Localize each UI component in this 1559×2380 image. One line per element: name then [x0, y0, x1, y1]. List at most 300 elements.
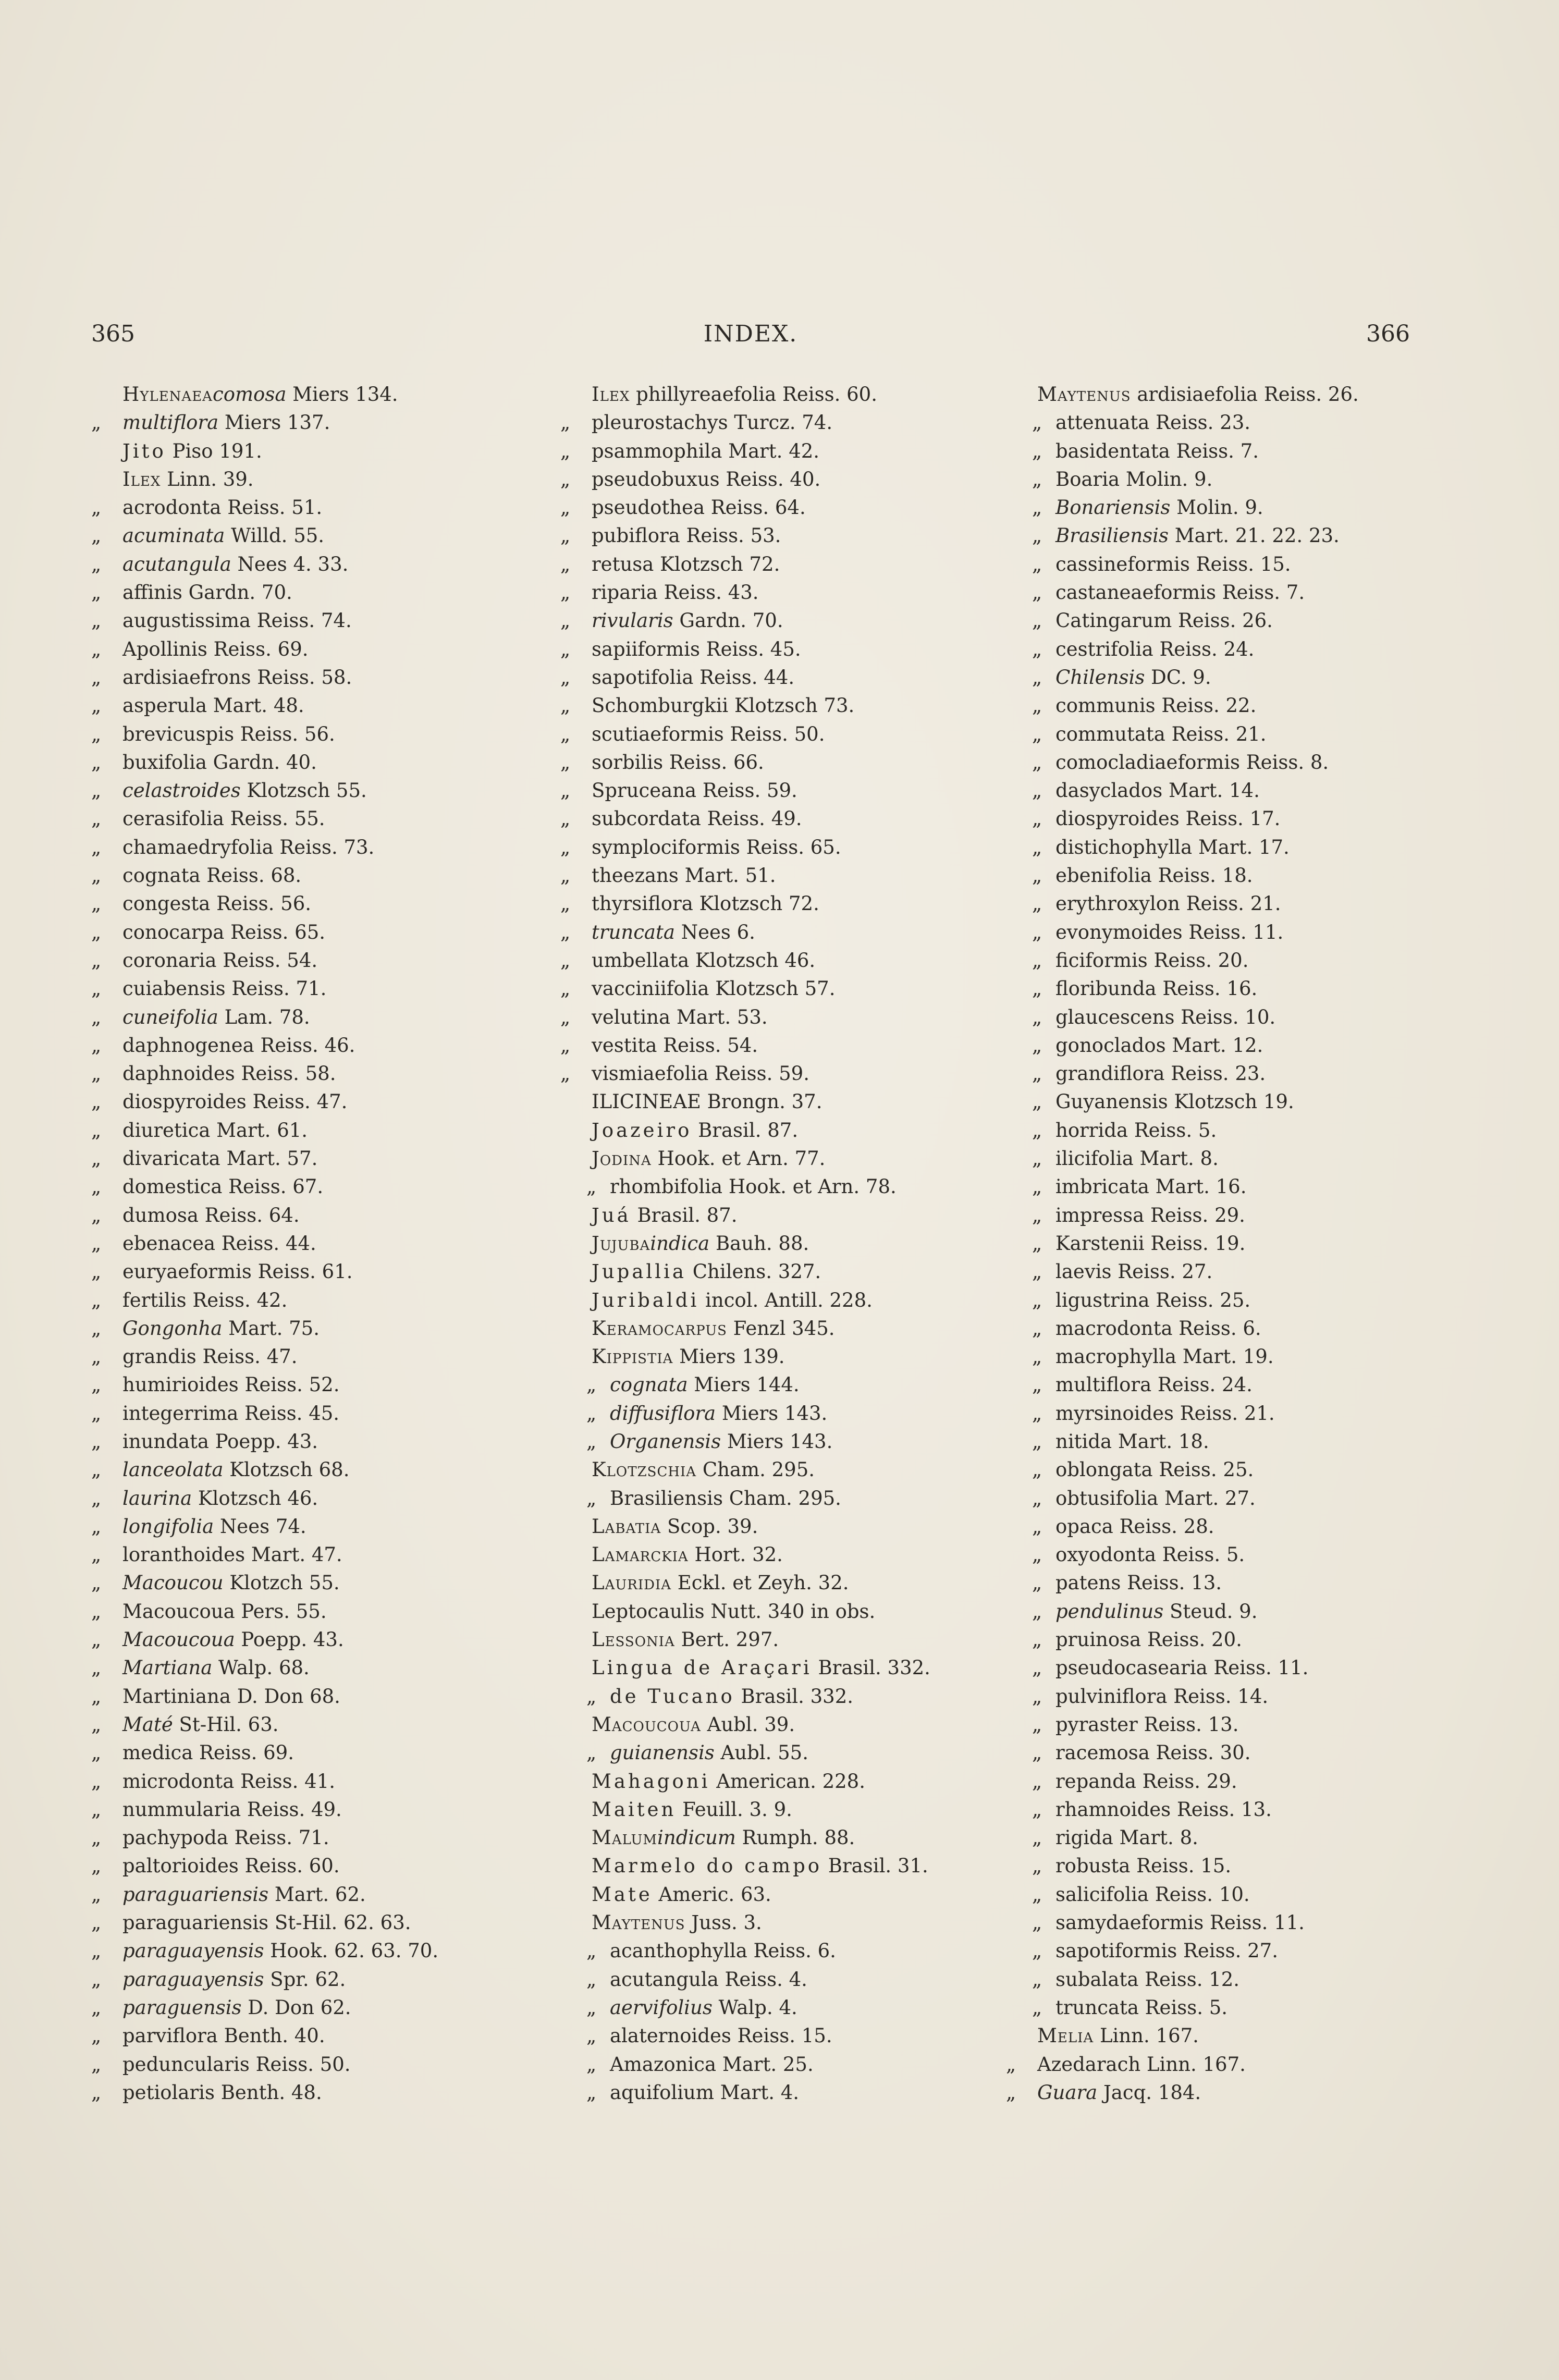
- genus-heading: Malum: [592, 1826, 658, 1849]
- index-entry: [1006, 1456, 1359, 1484]
- entry-text: fertilis Reiss. 42.: [122, 1289, 288, 1311]
- entry-text: Spruceana Reiss. 59.: [592, 779, 797, 802]
- entry-text: divaricata Mart. 57.: [122, 1147, 318, 1170]
- ditto-mark: „: [1032, 1968, 1042, 1991]
- index-entry: [560, 890, 930, 918]
- index-entry: [91, 1881, 438, 1909]
- entry-text: dasyclados Mart. 14.: [1055, 779, 1260, 802]
- entry-text: Boaria Molin. 9.: [1055, 468, 1213, 490]
- index-entry: [560, 1937, 930, 1965]
- index-entry: [560, 381, 930, 409]
- index-entry: [91, 1654, 438, 1682]
- entry-text: DC. 9.: [1145, 666, 1211, 689]
- index-entry: [91, 918, 438, 947]
- index-entry: [560, 1994, 930, 2022]
- index-entry: [560, 409, 930, 437]
- ditto-mark: „: [1032, 1232, 1042, 1255]
- entry-text: congesta Reiss. 56.: [122, 892, 312, 915]
- ditto-mark: „: [560, 637, 571, 660]
- entry-text: acanthophylla Reiss. 6.: [610, 1940, 836, 1962]
- italic-name: acutangula: [122, 553, 231, 575]
- ditto-mark: „: [1032, 1826, 1042, 1849]
- entry-text: Feuill. 3. 9.: [676, 1798, 792, 1821]
- ditto-mark: „: [560, 836, 571, 858]
- index-entry: [560, 1796, 930, 1824]
- italic-name: Martiana: [122, 1657, 213, 1679]
- index-entry: [560, 1852, 930, 1880]
- index-entry: [91, 1173, 438, 1201]
- index-entry: [560, 1060, 930, 1088]
- ditto-mark: „: [1032, 949, 1042, 972]
- entry-text: ebenacea Reiss. 44.: [122, 1232, 316, 1255]
- index-entry: [1006, 1966, 1359, 1994]
- ditto-mark: „: [1032, 1373, 1042, 1396]
- index-entry: [91, 720, 438, 749]
- spaced-common-name: de Tucano: [610, 1685, 735, 1708]
- genus-heading: Lessonia: [592, 1628, 675, 1651]
- index-entry: [91, 777, 438, 805]
- index-entry: [91, 1569, 438, 1597]
- index-entry: [560, 1003, 930, 1032]
- ditto-mark: „: [586, 1968, 597, 1991]
- entry-text: ardisiaefrons Reiss. 58.: [122, 666, 352, 689]
- entry-text: sapiiformis Reiss. 45.: [592, 637, 801, 660]
- entry-text: diospyroides Reiss. 47.: [122, 1090, 348, 1113]
- italic-name: paraguayensis: [122, 1968, 264, 1991]
- index-entry: [1006, 607, 1359, 635]
- ditto-mark: „: [91, 553, 102, 575]
- ditto-mark: „: [91, 949, 102, 972]
- entry-text: macrodonta Reiss. 6.: [1055, 1317, 1261, 1340]
- index-entry: [1006, 1286, 1359, 1315]
- entry-text: ILICINEAE Brongn. 37.: [592, 1090, 823, 1113]
- entry-text: inundata Poepp. 43.: [122, 1430, 318, 1453]
- index-entry: [91, 381, 438, 409]
- index-entry: [1006, 2022, 1359, 2050]
- index-entry: [91, 1852, 438, 1880]
- entry-text: robusta Reiss. 15.: [1055, 1855, 1232, 1878]
- index-entry: [1006, 833, 1359, 862]
- spaced-common-name: Mate: [592, 1883, 653, 1906]
- ditto-mark: „: [560, 524, 571, 547]
- italic-name: paraguayensis: [122, 1940, 264, 1962]
- ditto-mark: „: [91, 1458, 102, 1481]
- ditto-mark: „: [91, 666, 102, 689]
- italic-name: laurina: [122, 1487, 192, 1510]
- ditto-mark: „: [91, 496, 102, 519]
- ditto-mark: „: [91, 1883, 102, 1906]
- entry-text: cestrifolia Reiss. 24.: [1055, 637, 1255, 660]
- index-entry: [560, 1824, 930, 1852]
- spaced-common-name: Jito: [122, 439, 166, 462]
- index-entry: [91, 1117, 438, 1145]
- genus-heading: Jodina: [592, 1147, 652, 1170]
- index-entry: [91, 1937, 438, 1965]
- italic-name: Brasiliensis: [1055, 524, 1169, 547]
- left-page-number: 365: [91, 321, 135, 347]
- ditto-mark: „: [586, 2053, 597, 2076]
- italic-name: pendulinus: [1055, 1600, 1164, 1623]
- entry-text: Bert. 297.: [674, 1628, 779, 1651]
- italic-name: Gongonha: [122, 1317, 223, 1340]
- index-entry: [91, 1683, 438, 1711]
- entry-text: repanda Reiss. 29.: [1055, 1770, 1237, 1793]
- entry-text: Brasil. 332.: [812, 1657, 930, 1679]
- index-entry: [91, 1145, 438, 1173]
- ditto-mark: „: [1032, 1572, 1042, 1594]
- index-entry: [1006, 1768, 1359, 1796]
- ditto-mark: „: [91, 1402, 102, 1425]
- index-entry: [91, 522, 438, 550]
- entry-text: basidentata Reiss. 7.: [1055, 439, 1259, 462]
- index-entry: [560, 1032, 930, 1060]
- ditto-mark: „: [91, 1345, 102, 1368]
- index-entry: [1006, 1088, 1359, 1116]
- index-entry: [91, 1739, 438, 1767]
- entry-text: symplociformis Reiss. 65.: [592, 836, 841, 858]
- entry-text: cognata Reiss. 68.: [122, 864, 302, 887]
- index-entry: [1006, 1683, 1359, 1711]
- entry-text: Brasiliensis Cham. 295.: [610, 1487, 841, 1510]
- entry-text: American. 228.: [710, 1770, 865, 1793]
- entry-text: scutiaeformis Reiss. 50.: [592, 722, 825, 745]
- genus-heading: Klotzschia: [592, 1458, 697, 1481]
- index-entry: [1006, 409, 1359, 437]
- index-entry: [91, 1626, 438, 1654]
- ditto-mark: „: [91, 1260, 102, 1283]
- page-header: [91, 321, 1410, 362]
- entry-text: brevicuspis Reiss. 56.: [122, 722, 335, 745]
- index-entry: [560, 2051, 930, 2079]
- index-entry: [1006, 947, 1359, 975]
- ditto-mark: „: [1032, 1147, 1042, 1170]
- entry-text: diuretica Mart. 61.: [122, 1119, 308, 1142]
- entry-text: Klotzch 55.: [223, 1572, 340, 1594]
- ditto-mark: „: [91, 694, 102, 717]
- entry-text: attenuata Reiss. 23.: [1055, 411, 1251, 434]
- ditto-mark: „: [91, 1996, 102, 2019]
- ditto-mark: „: [1032, 836, 1042, 858]
- ditto-mark: „: [91, 1005, 102, 1028]
- ditto-mark: „: [560, 581, 571, 604]
- ditto-mark: „: [91, 524, 102, 547]
- entry-text: pseudocasearia Reiss. 11.: [1055, 1657, 1309, 1679]
- index-entry: [91, 635, 438, 664]
- genus-heading: Maytenus: [592, 1911, 685, 1934]
- index-entry: [91, 975, 438, 1003]
- index-entry: [560, 607, 930, 635]
- entry-text: Miers 137.: [218, 411, 330, 434]
- ditto-mark: „: [1032, 892, 1042, 915]
- italic-name: comosa: [212, 383, 287, 406]
- genus-heading: Melia: [1037, 2025, 1094, 2047]
- entry-text: Klotzsch 46.: [192, 1487, 318, 1510]
- ditto-mark: „: [586, 1940, 597, 1962]
- index-entry: [1006, 1909, 1359, 1937]
- ditto-mark: „: [91, 1657, 102, 1679]
- entry-text: acutangula Reiss. 4.: [610, 1968, 807, 1991]
- ditto-mark: „: [91, 1940, 102, 1962]
- entry-text: daphnoides Reiss. 58.: [122, 1062, 336, 1085]
- entry-text: myrsinoides Reiss. 21.: [1055, 1402, 1275, 1425]
- entry-text: Lam. 78.: [218, 1005, 310, 1028]
- genus-heading: Ilex: [592, 383, 630, 406]
- index-entry: [1006, 975, 1359, 1003]
- index-entry: [1006, 465, 1359, 494]
- index-entry: [91, 579, 438, 607]
- index-entry: [91, 749, 438, 777]
- index-column-3: [1006, 381, 1359, 2107]
- index-entry: [560, 749, 930, 777]
- ditto-mark: „: [91, 1770, 102, 1793]
- index-entry: [560, 1088, 930, 1116]
- index-entry: [560, 1513, 930, 1541]
- index-entry: [560, 720, 930, 749]
- entry-text: diospyroides Reiss. 17.: [1055, 807, 1281, 830]
- entry-text: Amazonica Mart. 25.: [610, 2053, 814, 2076]
- index-entry: [91, 1315, 438, 1343]
- index-entry: [560, 692, 930, 720]
- italic-name: Maté: [122, 1713, 173, 1736]
- ditto-mark: „: [1032, 722, 1042, 745]
- italic-name: indica: [650, 1232, 710, 1255]
- ditto-mark: „: [1032, 977, 1042, 1000]
- ditto-mark: „: [1032, 1515, 1042, 1538]
- index-entry: [560, 1371, 930, 1399]
- entry-text: patens Reiss. 13.: [1055, 1572, 1222, 1594]
- index-entry: [91, 1230, 438, 1258]
- index-entry: [1006, 692, 1359, 720]
- page-title: INDEX.: [703, 321, 798, 347]
- entry-text: cassineformis Reiss. 15.: [1055, 553, 1291, 575]
- index-entry: [1006, 579, 1359, 607]
- entry-text: Steud. 9.: [1163, 1600, 1258, 1623]
- ditto-mark: „: [91, 2081, 102, 2104]
- index-entry: [1006, 381, 1359, 409]
- entry-text: retusa Klotzsch 72.: [592, 553, 780, 575]
- index-entry: [560, 805, 930, 833]
- italic-name: cuneifolia: [122, 1005, 218, 1028]
- ditto-mark: „: [586, 1741, 597, 1764]
- entry-text: Mart. 75.: [222, 1317, 320, 1340]
- ditto-mark: „: [1006, 2081, 1016, 2104]
- index-entry: [560, 1428, 930, 1456]
- ditto-mark: „: [1032, 1119, 1042, 1142]
- entry-text: Rumph. 88.: [735, 1826, 855, 1849]
- entry-text: Willd. 55.: [225, 524, 325, 547]
- index-entry: [560, 1683, 930, 1711]
- entry-text: Brasil. 87.: [631, 1204, 738, 1226]
- ditto-mark: „: [1032, 1996, 1042, 2019]
- entry-text: conocarpa Reiss. 65.: [122, 921, 326, 943]
- entry-text: domestica Reiss. 67.: [122, 1175, 324, 1198]
- index-entry: [1006, 2051, 1359, 2079]
- index-entry: [560, 465, 930, 494]
- ditto-mark: „: [91, 637, 102, 660]
- index-entry: [91, 664, 438, 692]
- index-entry: [560, 1485, 930, 1513]
- entry-text: nummularia Reiss. 49.: [122, 1798, 342, 1821]
- index-entry: [560, 1626, 930, 1654]
- index-entry: [1006, 1258, 1359, 1286]
- entry-text: pseudothea Reiss. 64.: [592, 496, 806, 519]
- index-entry: [560, 1230, 930, 1258]
- entry-text: vismiaefolia Reiss. 59.: [592, 1062, 809, 1085]
- ditto-mark: „: [1032, 637, 1042, 660]
- entry-text: Hook. 62. 63. 70.: [264, 1940, 439, 1962]
- index-entry: [560, 975, 930, 1003]
- entry-text: ardisiaefolia Reiss. 26.: [1131, 383, 1359, 406]
- ditto-mark: „: [91, 1855, 102, 1878]
- ditto-mark: „: [1032, 1770, 1042, 1793]
- entry-text: Piso 191.: [166, 439, 262, 462]
- entry-text: Brasil. 87.: [692, 1119, 799, 1142]
- entry-text: subcordata Reiss. 49.: [592, 807, 802, 830]
- ditto-mark: „: [1032, 1741, 1042, 1764]
- entry-text: augustissima Reiss. 74.: [122, 609, 352, 632]
- entry-text: sorbilis Reiss. 66.: [592, 751, 764, 774]
- entry-text: paraguariensis St-Hil. 62. 63.: [122, 1911, 411, 1934]
- ditto-mark: „: [560, 496, 571, 519]
- ditto-mark: „: [1032, 1543, 1042, 1566]
- entry-text: Nees 74.: [214, 1515, 306, 1538]
- ditto-mark: „: [1032, 1260, 1042, 1283]
- ditto-mark: „: [91, 779, 102, 802]
- index-entry: [1006, 1032, 1359, 1060]
- entry-text: aquifolium Mart. 4.: [610, 2081, 800, 2104]
- index-entry: [91, 1060, 438, 1088]
- ditto-mark: „: [560, 468, 571, 490]
- index-entry: [1006, 1371, 1359, 1399]
- entry-text: velutina Mart. 53.: [592, 1005, 768, 1028]
- index-entry: [91, 947, 438, 975]
- italic-name: paraguariensis: [122, 1883, 269, 1906]
- entry-text: daphnogenea Reiss. 46.: [122, 1034, 355, 1057]
- ditto-mark: „: [91, 581, 102, 604]
- index-entry: [1006, 1541, 1359, 1569]
- ditto-mark: „: [1032, 751, 1042, 774]
- index-entry: [1006, 1654, 1359, 1682]
- index-entry: [1006, 805, 1359, 833]
- ditto-mark: „: [1032, 411, 1042, 434]
- genus-heading: Macoucoua: [592, 1713, 701, 1736]
- index-entry: [560, 777, 930, 805]
- spaced-common-name: Marmelo do campo: [592, 1855, 823, 1878]
- index-entry: [1006, 1315, 1359, 1343]
- ditto-mark: „: [560, 722, 571, 745]
- index-entry: [1006, 1117, 1359, 1145]
- index-entry: [1006, 918, 1359, 947]
- index-entry: [1006, 1711, 1359, 1739]
- right-page-number: 366: [1366, 321, 1410, 347]
- ditto-mark: „: [1032, 864, 1042, 887]
- ditto-mark: „: [1032, 666, 1042, 689]
- entry-text: Linn. 39.: [161, 468, 254, 490]
- genus-heading: Keramocarpus: [592, 1317, 727, 1340]
- index-entry: [1006, 522, 1359, 550]
- ditto-mark: „: [91, 1685, 102, 1708]
- ditto-mark: „: [91, 1911, 102, 1934]
- index-entry: [560, 1739, 930, 1767]
- entry-text: Juss. 3.: [685, 1911, 762, 1934]
- entry-text: Miers 144.: [688, 1373, 800, 1396]
- entry-text: Nees 4. 33.: [231, 553, 349, 575]
- ditto-mark: „: [1032, 1204, 1042, 1226]
- ditto-mark: „: [1032, 1345, 1042, 1368]
- entry-text: commutata Reiss. 21.: [1055, 722, 1267, 745]
- index-entry: [91, 833, 438, 862]
- index-entry: [91, 2079, 438, 2107]
- entry-text: oxyodonta Reiss. 5.: [1055, 1543, 1245, 1566]
- entry-text: humirioides Reiss. 52.: [122, 1373, 340, 1396]
- index-entry: [91, 1768, 438, 1796]
- index-entry: [1006, 635, 1359, 664]
- entry-text: sapotifolia Reiss. 44.: [592, 666, 795, 689]
- entry-text: horrida Reiss. 5.: [1055, 1119, 1217, 1142]
- entry-text: racemosa Reiss. 30.: [1055, 1741, 1251, 1764]
- index-entry: [1006, 862, 1359, 890]
- italic-name: paraguensis: [122, 1996, 242, 2019]
- ditto-mark: „: [91, 1090, 102, 1113]
- genus-heading: Maytenus: [1037, 383, 1131, 406]
- entry-text: Miers 134.: [286, 383, 398, 406]
- ditto-mark: „: [1032, 1005, 1042, 1028]
- entry-text: phillyreaefolia Reiss. 60.: [630, 383, 877, 406]
- ditto-mark: „: [1032, 1855, 1042, 1878]
- ditto-mark: „: [91, 1034, 102, 1057]
- index-entry: [560, 833, 930, 862]
- ditto-mark: „: [91, 1741, 102, 1764]
- ditto-mark: „: [91, 1600, 102, 1623]
- italic-name: Bonariensis: [1055, 496, 1171, 519]
- entry-text: Chilens. 327.: [686, 1260, 821, 1283]
- ditto-mark: „: [560, 949, 571, 972]
- index-entry: [1006, 1937, 1359, 1965]
- ditto-mark: „: [91, 751, 102, 774]
- index-entry: [560, 1145, 930, 1173]
- entry-text: Catingarum Reiss. 26.: [1055, 609, 1273, 632]
- index-entry: [1006, 1485, 1359, 1513]
- spaced-common-name: Lingua de Araçari: [592, 1657, 812, 1679]
- ditto-mark: „: [1032, 1317, 1042, 1340]
- ditto-mark: „: [91, 1713, 102, 1736]
- entry-text: cuiabensis Reiss. 71.: [122, 977, 327, 1000]
- entry-text: Leptocaulis Nutt. 340 in obs.: [592, 1600, 876, 1623]
- entry-text: thyrsiflora Klotzsch 72.: [592, 892, 819, 915]
- spaced-common-name: Joazeiro: [592, 1119, 692, 1142]
- entry-text: Spr. 62.: [264, 1968, 346, 1991]
- italic-name: longifolia: [122, 1515, 214, 1538]
- entry-text: pyraster Reiss. 13.: [1055, 1713, 1239, 1736]
- index-entry: [560, 437, 930, 465]
- spaced-common-name: Mahagoni: [592, 1770, 710, 1793]
- italic-name: cognata: [610, 1373, 688, 1396]
- entry-text: pleurostachys Turcz. 74.: [592, 411, 833, 434]
- ditto-mark: „: [586, 2081, 597, 2104]
- entry-text: pubiflora Reiss. 53.: [592, 524, 781, 547]
- entry-text: pruinosa Reiss. 20.: [1055, 1628, 1242, 1651]
- index-entry: [91, 1201, 438, 1230]
- index-entry: [560, 1541, 930, 1569]
- entry-text: Miers 143.: [716, 1402, 828, 1425]
- ditto-mark: „: [586, 1402, 597, 1425]
- entry-text: Walp. 4.: [712, 1996, 797, 2019]
- entry-text: pachypoda Reiss. 71.: [122, 1826, 329, 1849]
- entry-text: Hort. 32.: [688, 1543, 783, 1566]
- ditto-mark: „: [91, 1628, 102, 1651]
- index-entry: [560, 494, 930, 522]
- entry-text: Miers 139.: [673, 1345, 785, 1368]
